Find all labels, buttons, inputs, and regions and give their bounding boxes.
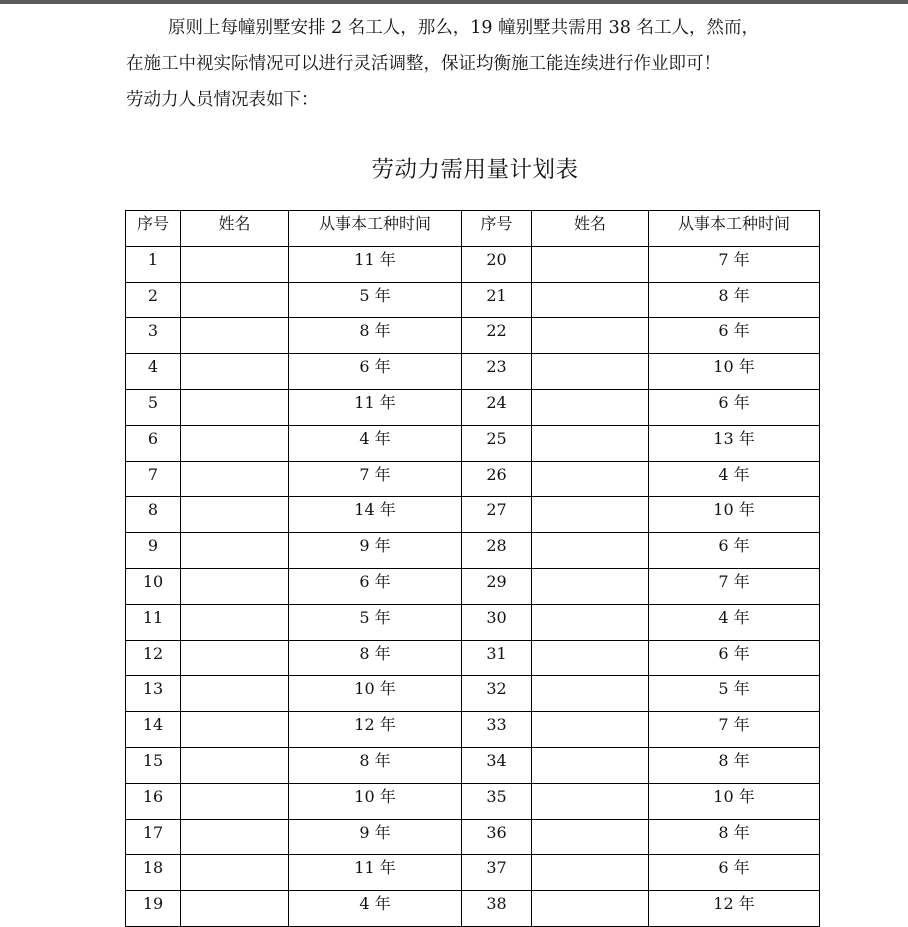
row-time-right: 4 年 bbox=[649, 604, 820, 640]
row-name-left bbox=[181, 354, 289, 390]
header-time-right: 从事本工种时间 bbox=[649, 211, 820, 247]
row-name-right bbox=[532, 354, 649, 390]
row-time-left: 11 年 bbox=[289, 246, 462, 282]
row-time-left: 9 年 bbox=[289, 533, 462, 569]
table-row bbox=[126, 676, 820, 712]
row-name-left bbox=[181, 497, 289, 533]
row-no-right: 24 bbox=[462, 389, 532, 425]
row-time-right: 8 年 bbox=[649, 819, 820, 855]
row-name-left bbox=[181, 783, 289, 819]
labor-plan-table bbox=[125, 210, 820, 927]
row-time-right: 10 年 bbox=[649, 783, 820, 819]
row-time-left: 10 年 bbox=[289, 783, 462, 819]
row-name-left bbox=[181, 282, 289, 318]
table-row bbox=[126, 783, 820, 819]
row-name-right bbox=[532, 604, 649, 640]
row-name-left bbox=[181, 568, 289, 604]
row-time-right: 6 年 bbox=[649, 855, 820, 891]
row-no-left: 3 bbox=[126, 318, 181, 354]
row-name-right bbox=[532, 819, 649, 855]
table-row bbox=[126, 318, 820, 354]
table-row bbox=[126, 747, 820, 783]
row-time-left: 7 年 bbox=[289, 461, 462, 497]
table-row bbox=[126, 712, 820, 748]
table-body bbox=[126, 246, 820, 926]
table-row bbox=[126, 533, 820, 569]
row-no-right: 36 bbox=[462, 819, 532, 855]
row-time-right: 7 年 bbox=[649, 712, 820, 748]
intro-line-3: 劳动力人员情况表如下： bbox=[126, 90, 319, 110]
row-no-left: 4 bbox=[126, 354, 181, 390]
table-row bbox=[126, 568, 820, 604]
header-no-right: 序号 bbox=[462, 211, 532, 247]
row-time-left: 5 年 bbox=[289, 282, 462, 318]
row-time-right: 8 年 bbox=[649, 282, 820, 318]
row-time-left: 8 年 bbox=[289, 640, 462, 676]
row-no-right: 33 bbox=[462, 712, 532, 748]
row-name-left bbox=[181, 640, 289, 676]
row-name-left bbox=[181, 891, 289, 927]
row-no-left: 6 bbox=[126, 425, 181, 461]
row-no-left: 10 bbox=[126, 568, 181, 604]
table-title: 劳动力需用量计划表 bbox=[371, 157, 579, 183]
row-name-right bbox=[532, 497, 649, 533]
row-name-right bbox=[532, 389, 649, 425]
table-row bbox=[126, 389, 820, 425]
row-name-left bbox=[181, 676, 289, 712]
row-no-left: 19 bbox=[126, 891, 181, 927]
row-no-left: 14 bbox=[126, 712, 181, 748]
row-time-left: 5 年 bbox=[289, 604, 462, 640]
row-no-right: 25 bbox=[462, 425, 532, 461]
row-no-right: 27 bbox=[462, 497, 532, 533]
row-no-right: 29 bbox=[462, 568, 532, 604]
row-time-right: 12 年 bbox=[649, 891, 820, 927]
row-name-right bbox=[532, 246, 649, 282]
row-time-left: 9 年 bbox=[289, 819, 462, 855]
row-no-left: 17 bbox=[126, 819, 181, 855]
row-time-right: 10 年 bbox=[649, 354, 820, 390]
header-no-left: 序号 bbox=[126, 211, 181, 247]
row-no-right: 26 bbox=[462, 461, 532, 497]
row-no-right: 38 bbox=[462, 891, 532, 927]
header-time-left: 从事本工种时间 bbox=[289, 211, 462, 247]
table-row bbox=[126, 819, 820, 855]
row-no-right: 31 bbox=[462, 640, 532, 676]
row-name-right bbox=[532, 676, 649, 712]
row-time-right: 13 年 bbox=[649, 425, 820, 461]
row-name-left bbox=[181, 712, 289, 748]
row-name-left bbox=[181, 747, 289, 783]
table-row bbox=[126, 497, 820, 533]
row-time-right: 6 年 bbox=[649, 533, 820, 569]
row-time-right: 6 年 bbox=[649, 318, 820, 354]
row-no-right: 20 bbox=[462, 246, 532, 282]
header-name-right: 姓名 bbox=[532, 211, 649, 247]
table-row bbox=[126, 354, 820, 390]
row-time-left: 14 年 bbox=[289, 497, 462, 533]
row-time-left: 12 年 bbox=[289, 712, 462, 748]
row-time-left: 4 年 bbox=[289, 425, 462, 461]
row-no-right: 30 bbox=[462, 604, 532, 640]
row-time-right: 8 年 bbox=[649, 747, 820, 783]
intro-line-2: 在施工中视实际情况可以进行灵活调整，保证均衡施工能连续进行作业即可！ bbox=[126, 54, 721, 74]
row-no-right: 28 bbox=[462, 533, 532, 569]
row-no-left: 2 bbox=[126, 282, 181, 318]
row-name-right bbox=[532, 891, 649, 927]
table-row bbox=[126, 640, 820, 676]
row-name-right bbox=[532, 747, 649, 783]
row-name-left bbox=[181, 604, 289, 640]
row-name-right bbox=[532, 461, 649, 497]
intro-line-1: 原则上每幢别墅安排 2 名工人，那么，19 幢别墅共需用 38 名工人，然而， bbox=[168, 18, 759, 38]
row-name-left bbox=[181, 819, 289, 855]
row-time-right: 5 年 bbox=[649, 676, 820, 712]
table-row bbox=[126, 855, 820, 891]
table-row bbox=[126, 891, 820, 927]
row-name-right bbox=[532, 533, 649, 569]
row-name-left bbox=[181, 425, 289, 461]
table-row bbox=[126, 604, 820, 640]
row-name-right bbox=[532, 282, 649, 318]
row-time-left: 8 年 bbox=[289, 747, 462, 783]
row-no-left: 16 bbox=[126, 783, 181, 819]
row-time-left: 6 年 bbox=[289, 568, 462, 604]
row-name-right bbox=[532, 568, 649, 604]
row-time-left: 11 年 bbox=[289, 389, 462, 425]
row-name-right bbox=[532, 640, 649, 676]
row-name-left bbox=[181, 533, 289, 569]
row-no-left: 11 bbox=[126, 604, 181, 640]
row-name-right bbox=[532, 783, 649, 819]
row-name-left bbox=[181, 246, 289, 282]
row-name-left bbox=[181, 855, 289, 891]
row-time-right: 7 年 bbox=[649, 246, 820, 282]
row-time-right: 4 年 bbox=[649, 461, 820, 497]
row-no-right: 21 bbox=[462, 282, 532, 318]
row-no-left: 9 bbox=[126, 533, 181, 569]
row-time-left: 6 年 bbox=[289, 354, 462, 390]
row-name-left bbox=[181, 389, 289, 425]
row-name-right bbox=[532, 855, 649, 891]
row-no-right: 32 bbox=[462, 676, 532, 712]
row-no-left: 7 bbox=[126, 461, 181, 497]
row-time-right: 7 年 bbox=[649, 568, 820, 604]
row-time-left: 11 年 bbox=[289, 855, 462, 891]
table-row bbox=[126, 246, 820, 282]
row-no-left: 18 bbox=[126, 855, 181, 891]
row-no-right: 23 bbox=[462, 354, 532, 390]
table-header-row bbox=[126, 211, 820, 247]
row-no-left: 5 bbox=[126, 389, 181, 425]
row-no-left: 13 bbox=[126, 676, 181, 712]
row-name-right bbox=[532, 425, 649, 461]
row-no-right: 35 bbox=[462, 783, 532, 819]
table-row bbox=[126, 282, 820, 318]
row-no-left: 15 bbox=[126, 747, 181, 783]
page-top-rule bbox=[0, 0, 908, 4]
row-time-left: 10 年 bbox=[289, 676, 462, 712]
intro-paragraph bbox=[126, 10, 842, 118]
row-no-right: 22 bbox=[462, 318, 532, 354]
row-no-right: 34 bbox=[462, 747, 532, 783]
table-row bbox=[126, 461, 820, 497]
header-name-left: 姓名 bbox=[181, 211, 289, 247]
row-name-right bbox=[532, 318, 649, 354]
row-time-right: 10 年 bbox=[649, 497, 820, 533]
table-row bbox=[126, 425, 820, 461]
row-time-right: 6 年 bbox=[649, 640, 820, 676]
row-name-left bbox=[181, 461, 289, 497]
row-time-left: 8 年 bbox=[289, 318, 462, 354]
row-no-left: 8 bbox=[126, 497, 181, 533]
row-time-right: 6 年 bbox=[649, 389, 820, 425]
row-no-left: 1 bbox=[126, 246, 181, 282]
row-time-left: 4 年 bbox=[289, 891, 462, 927]
row-no-left: 12 bbox=[126, 640, 181, 676]
row-no-right: 37 bbox=[462, 855, 532, 891]
row-name-left bbox=[181, 318, 289, 354]
row-name-right bbox=[532, 712, 649, 748]
